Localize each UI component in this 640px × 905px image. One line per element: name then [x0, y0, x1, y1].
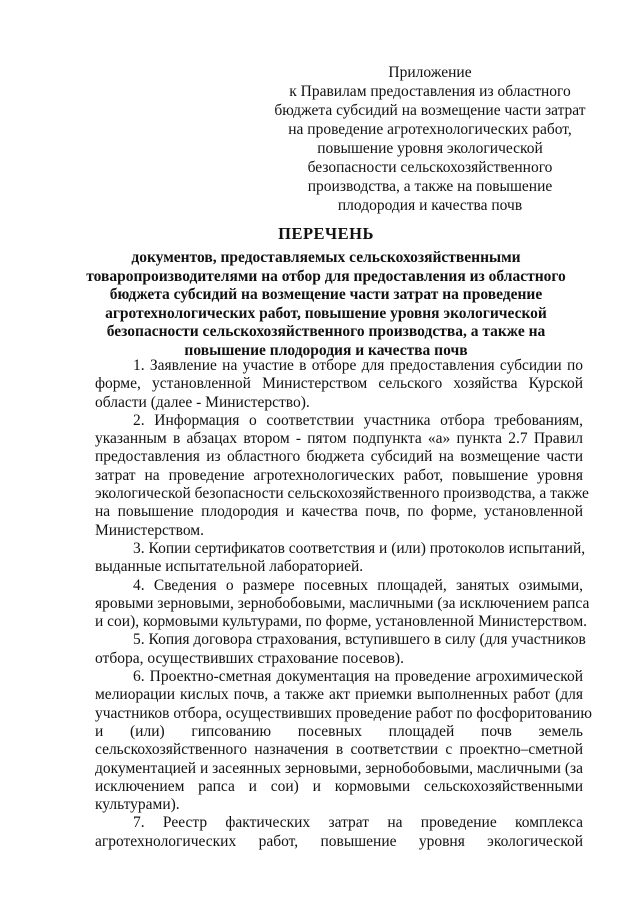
subtitle-line: бюджета субсидий на возмещение части затрат на проведение — [109, 286, 543, 304]
text-line: указанным в абзацах втором - пятом подпункта «а» пункта 2.7 Правил — [95, 430, 583, 448]
document-title — [60, 224, 592, 361]
document-body — [95, 357, 592, 851]
list-item-5 — [95, 631, 586, 668]
text-line: агротехнологических работ, повышение уровня экологической — [95, 832, 583, 850]
text-line: выданные испытательной лабораторией. — [95, 558, 364, 576]
appendix-line: повышение уровня экологической — [317, 140, 543, 157]
list-item-7 — [95, 814, 583, 851]
subtitle-line: товаропроизводителями на отбор для предоставления из областного — [86, 267, 566, 285]
text-line: культурами). — [95, 796, 180, 814]
text-line: предоставления из областного бюджета субсидий на возмещение части — [95, 448, 583, 466]
appendix-line: Приложение — [388, 64, 472, 81]
list-item-4 — [95, 576, 590, 632]
list-item-1 — [95, 357, 583, 412]
text-line: экологической безопасности сельскохозяйственного производства, а также — [95, 485, 589, 503]
subtitle-line: документов, предоставляемых сельскохозяйственными — [131, 249, 521, 266]
text-line: 2. Информация о соответствии участника отбора требованиям, — [133, 411, 583, 429]
appendix-line: бюджета субсидий на возмещение части затрат — [274, 102, 586, 119]
text-line: области (далее - Министерство). — [95, 393, 310, 411]
text-line: затрат на проведение агротехнологических работ, повышение уровня — [95, 466, 583, 484]
list-item-3 — [95, 539, 586, 577]
appendix-line: к Правилам предоставления из областного — [289, 83, 571, 100]
text-line: и (или) гипсованию посевных площадей почв земель — [95, 722, 583, 740]
text-line: участников отбора, осуществивших проведение работ по фосфоритованию — [95, 704, 592, 722]
appendix-line: плодородия и качества почв — [337, 197, 523, 214]
text-line: и сои), кормовыми культурами, по форме, установленной Министерством. — [95, 613, 588, 631]
text-line: 1. Заявление на участие в отборе для предоставления субсидии по — [133, 357, 583, 374]
title-heading: ПЕРЕЧЕНЬ — [278, 224, 374, 243]
text-line: форме, установленной Министерством сельского хозяйства Курской — [95, 375, 583, 393]
text-line: на повышение плодородия и качества почв, по форме, установленной — [95, 503, 583, 521]
subtitle-line: безопасности сельскохозяйственного производства, а также на — [106, 323, 546, 341]
text-line: 4. Сведения о размере посевных площадей, занятых озимыми, — [133, 576, 583, 594]
text-line: документацией и засеянных зерновыми, зернобобовыми, масличными (за — [95, 759, 584, 777]
text-line: Министерством. — [95, 521, 204, 539]
text-line: сельскохозяйственного назначения в соответствии с проектно–сметной — [95, 741, 583, 759]
list-item-6 — [95, 668, 592, 814]
text-line: 5. Копия договора страхования, вступившего в силу (для участников — [133, 631, 586, 649]
appendix-line: безопасности сельскохозяйственного — [307, 159, 553, 176]
text-line: 3. Копии сертификатов соответствия и (или) протоколов испытаний, — [133, 539, 586, 557]
appendix-line: производства, а также на повышение — [307, 178, 553, 195]
appendix-line: на проведение агротехнологических работ, — [288, 121, 572, 138]
text-line: яровыми зерновыми, зернобобовыми, масличными (за исключением рапса — [95, 594, 590, 612]
subtitle-line: агротехнологических работ, повышение уровня экологической — [105, 304, 547, 322]
title-subtitle — [60, 249, 592, 361]
text-line: 7. Реестр фактических затрат на проведение комплекса — [133, 814, 583, 832]
text-line: отбора, осуществивших страхование посевов). — [95, 649, 404, 667]
subtitle-line: повышение плодородия и качества почв — [184, 341, 468, 359]
text-line: исключением рапса и сои) и кормовыми сельскохозяйственными — [95, 777, 583, 795]
text-line: 6. Проектно-сметная документация на проведение агрохимической — [133, 668, 583, 686]
text-line: мелиорации кислых почв, а также акт приемки выполненных работ (для — [95, 686, 583, 704]
list-item-2 — [95, 411, 589, 540]
